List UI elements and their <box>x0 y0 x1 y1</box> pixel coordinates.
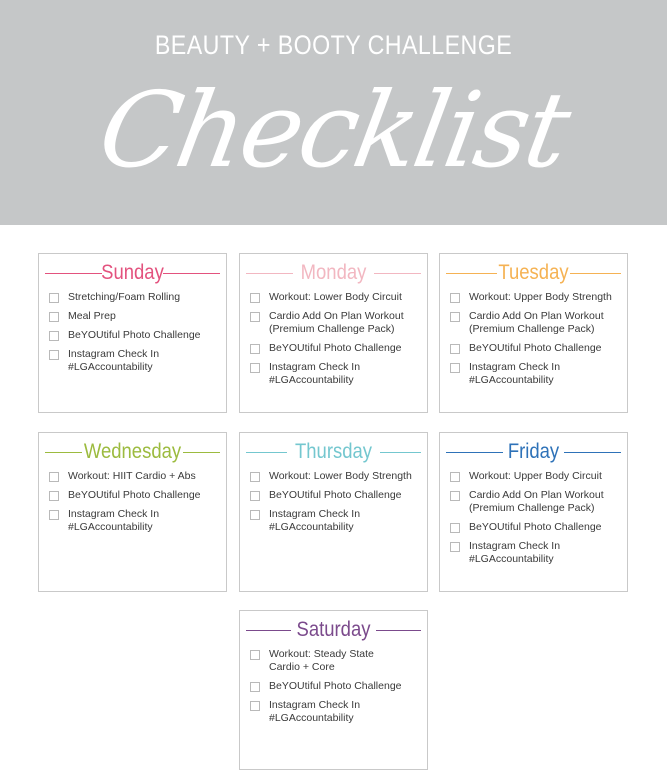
checklist-item[interactable] <box>49 291 222 304</box>
checklist-items <box>49 291 222 380</box>
checklist-item[interactable] <box>49 329 222 342</box>
checklist-item-label: Instagram Check In #LGAccountability <box>469 540 561 565</box>
checklist-item-label: BeYOUtiful Photo Challenge <box>269 342 402 354</box>
checklist-item[interactable] <box>49 508 222 534</box>
checkbox[interactable] <box>49 293 59 303</box>
checkbox[interactable] <box>250 472 260 482</box>
challenge-subtitle: BEAUTY + BOOTY CHALLENGE <box>154 30 513 60</box>
day-card-header <box>240 611 427 647</box>
checklist-item[interactable] <box>250 648 423 674</box>
checkbox[interactable] <box>250 363 260 373</box>
day-card-thursday <box>239 432 428 592</box>
checklist-item[interactable] <box>250 470 423 483</box>
checklist-item[interactable] <box>250 310 423 336</box>
day-title: Friday <box>507 440 560 463</box>
checklist-item[interactable] <box>49 310 222 323</box>
day-card-header <box>240 433 427 469</box>
checkbox[interactable] <box>250 312 260 322</box>
checklist-item-label: BeYOUtiful Photo Challenge <box>68 489 201 501</box>
checkbox[interactable] <box>49 510 59 520</box>
checklist-item-label: Cardio Add On Plan Workout (Premium Challenge Pack) <box>469 489 604 514</box>
checklist-items <box>450 470 623 572</box>
checklist-item-label: Instagram Check In #LGAccountability <box>269 361 361 386</box>
checklist-item-label: Workout: Steady State Cardio + Core <box>269 648 374 673</box>
checklist-item[interactable] <box>250 680 423 693</box>
checklist-item-label: Workout: Upper Body Circuit <box>469 470 602 482</box>
day-card-tuesday <box>439 253 628 413</box>
day-title: Wednesday <box>83 440 182 463</box>
checkbox[interactable] <box>450 363 460 373</box>
checkbox[interactable] <box>250 293 260 303</box>
checkbox[interactable] <box>450 472 460 482</box>
day-card-monday <box>239 253 428 413</box>
checklist-item-label: Workout: Upper Body Strength <box>469 291 612 303</box>
day-card-header <box>39 254 226 290</box>
checklist-item[interactable] <box>49 348 222 374</box>
checklist-item-label: BeYOUtiful Photo Challenge <box>269 680 402 692</box>
checklist-item[interactable] <box>450 342 623 355</box>
checkbox[interactable] <box>49 350 59 360</box>
checkbox[interactable] <box>450 542 460 552</box>
checklist-item[interactable] <box>49 470 222 483</box>
checklist-items <box>250 470 423 540</box>
checklist-item[interactable] <box>250 508 423 534</box>
checkbox[interactable] <box>49 312 59 322</box>
day-card-sunday <box>38 253 227 413</box>
checklist-item-label: Workout: HIIT Cardio + Abs <box>68 470 196 482</box>
checklist-item[interactable] <box>250 342 423 355</box>
checkbox[interactable] <box>250 650 260 660</box>
checklist-item[interactable] <box>450 540 623 566</box>
day-card-header <box>240 254 427 290</box>
checklist-item[interactable] <box>250 361 423 387</box>
day-title: Monday <box>300 261 367 284</box>
checklist-item[interactable] <box>450 361 623 387</box>
day-title: Sunday <box>101 261 164 284</box>
checkbox[interactable] <box>250 491 260 501</box>
day-title: Saturday <box>296 618 371 641</box>
day-card-saturday <box>239 610 428 770</box>
checkbox[interactable] <box>49 472 59 482</box>
checkbox[interactable] <box>250 344 260 354</box>
header-banner <box>0 0 667 225</box>
checklist-items <box>450 291 623 393</box>
checkbox[interactable] <box>450 312 460 322</box>
checkbox[interactable] <box>250 701 260 711</box>
checklist-item-label: Cardio Add On Plan Workout (Premium Challenge Pack) <box>269 310 404 335</box>
checklist-item-label: Instagram Check In #LGAccountability <box>68 348 160 373</box>
day-card-header <box>39 433 226 469</box>
checklist-item-label: Instagram Check In #LGAccountability <box>68 508 160 533</box>
checklist-item-label: Instagram Check In #LGAccountability <box>269 508 361 533</box>
checklist-item[interactable] <box>250 489 423 502</box>
day-title: Tuesday <box>498 261 569 284</box>
checklist-item-label: Instagram Check In #LGAccountability <box>269 699 361 724</box>
checklist-item-label: Workout: Lower Body Circuit <box>269 291 402 303</box>
checklist-item-label: Instagram Check In #LGAccountability <box>469 361 561 386</box>
checklist-item[interactable] <box>49 489 222 502</box>
checklist-item-label: BeYOUtiful Photo Challenge <box>269 489 402 501</box>
checkbox[interactable] <box>450 491 460 501</box>
checklist-item-label: Meal Prep <box>68 310 116 322</box>
checklist-item-label: BeYOUtiful Photo Challenge <box>469 521 602 533</box>
checklist-item[interactable] <box>450 521 623 534</box>
day-card-header <box>440 254 627 290</box>
checklist-item-label: BeYOUtiful Photo Challenge <box>68 329 201 341</box>
page-title: Checklist <box>90 69 577 191</box>
checklist-item[interactable] <box>450 470 623 483</box>
checklist-item[interactable] <box>250 699 423 725</box>
day-card-wednesday <box>38 432 227 592</box>
checklist-item[interactable] <box>450 310 623 336</box>
checklist-item-label: Workout: Lower Body Strength <box>269 470 412 482</box>
checklist-item-label: Stretching/Foam Rolling <box>68 291 181 303</box>
checkbox[interactable] <box>250 682 260 692</box>
checklist-items <box>250 648 423 731</box>
checklist-items <box>250 291 423 393</box>
checkbox[interactable] <box>49 491 59 501</box>
checklist-item-label: BeYOUtiful Photo Challenge <box>469 342 602 354</box>
day-title: Thursday <box>294 440 373 463</box>
checkbox[interactable] <box>450 344 460 354</box>
checkbox[interactable] <box>450 293 460 303</box>
checklist-item[interactable] <box>250 291 423 304</box>
checklist-item[interactable] <box>450 489 623 515</box>
checkbox[interactable] <box>250 510 260 520</box>
checkbox[interactable] <box>450 523 460 533</box>
checklist-item[interactable] <box>450 291 623 304</box>
checklist-items <box>49 470 222 540</box>
checklist-item-label: Cardio Add On Plan Workout (Premium Challenge Pack) <box>469 310 604 335</box>
checkbox[interactable] <box>49 331 59 341</box>
day-card-header <box>440 433 627 469</box>
day-card-friday <box>439 432 628 592</box>
